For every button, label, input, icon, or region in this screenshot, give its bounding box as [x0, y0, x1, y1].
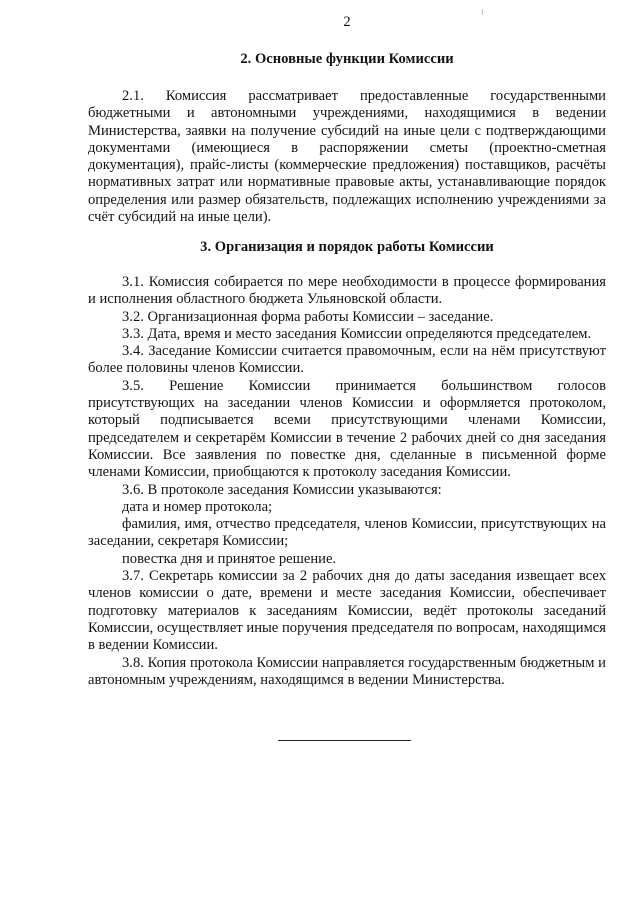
page-number: 2 [343, 14, 351, 30]
paragraph-3-7: 3.7. Секретарь комиссии за 2 рабочих дня до даты заседания извещает всех членов комиссии о дате, времени и месте заседания Комиссии, обеспечивает подготовку материалов к заседаниям Комиссии, ведёт протоколы заседаний Комиссии, осуществляет иные поручения председателя по вопросам, находящимся в ведении Комиссии. [88, 568, 606, 654]
paragraph-3-3: 3.3. Дата, время и место заседания Комиссии определяются председателем. [122, 325, 592, 342]
end-of-text-rule [278, 740, 411, 741]
section-3-heading: 3. Организация и порядок работы Комиссии [200, 239, 494, 255]
list-item-agenda: повестка дня и принятое решение. [122, 550, 337, 567]
paragraph-2-1: 2.1. Комиссия рассматривает предоставленные государственными бюджетными и автономными учреждениями, находящимися в ведении Министерства, заявки на получение субсидий на иные цели с подтверждающими документами (имеющиеся в распоряжении сметы (проектно-сметная документация), прайс-листы (коммерческие предложения) поставщиков, расчёты нормативных затрат или нормативные правовые акты, устанавливающие порядок определения или размер обязательств, подлежащих исполнению учреждениями за счёт субсидий на иные цели). [88, 88, 606, 226]
paragraph-3-8: 3.8. Копия протокола Комиссии направляется государственным бюджетным и автономным учреждениям, находящимся в ведении Министерства. [88, 654, 606, 688]
section-2-body [88, 88, 606, 226]
list-item-attendees: фамилия, имя, отчество председателя, членов Комиссии, присутствующих на заседании, секретаря Комиссии; [88, 516, 606, 550]
paragraph-3-2: 3.2. Организационная форма работы Комиссии – заседание. [122, 308, 494, 325]
paragraph-3-6: 3.6. В протоколе заседания Комиссии указываются: [122, 481, 442, 498]
paragraph-3-5: 3.5. Решение Комиссии принимается большинством голосов присутствующих на заседании членов Комиссии и оформляется протоколом, который подписывается всеми присутствующими членами Комиссии, председателем и секретарём Комиссии в течение 2 рабочих дней со дня заседания Комиссии. Все заявления по повестке дня, сделанные в письменной форме членами Комиссии, приобщаются к протоколу заседания Комиссии. [88, 377, 606, 481]
paragraph-3-1: 3.1. Комиссия собирается по мере необходимости в процессе формирования и исполнения областного бюджета Ульяновской области. [88, 274, 606, 308]
paragraph-3-4: 3.4. Заседание Комиссии считается правомочным, если на нём присутствуют более половины членов Комиссии. [88, 343, 606, 377]
list-item-protocol-date: дата и номер протокола; [122, 498, 273, 515]
section-2-heading: 2. Основные функции Комиссии [240, 51, 454, 67]
section-3-body [88, 274, 606, 689]
